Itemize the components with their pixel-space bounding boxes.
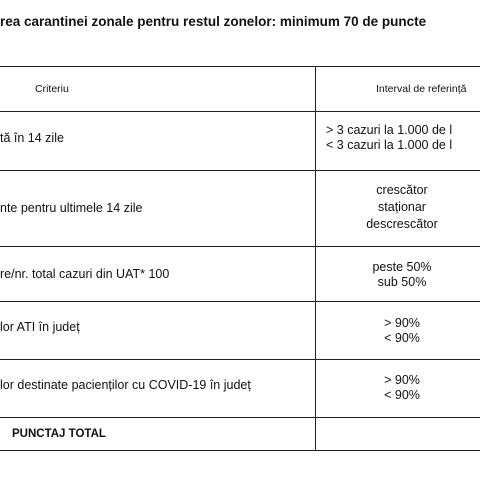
row-divider — [0, 359, 480, 360]
row-2-interval — [322, 182, 480, 233]
header-criteriu: Criteriu — [35, 83, 69, 95]
row-4-criteriu: lor ATI în județ — [0, 320, 80, 334]
row-3-interval — [322, 260, 480, 290]
row-divider — [0, 170, 480, 171]
interval-line: crescător — [376, 183, 428, 197]
table-border-bottom — [0, 450, 480, 451]
header-interval: Interval de referință — [376, 83, 467, 95]
table-border-top — [0, 66, 480, 67]
interval-line: staționar — [378, 200, 426, 214]
row-2-criteriu: nte pentru ultimele 14 zile — [0, 201, 143, 215]
row-divider — [0, 246, 480, 247]
interval-line: < 90% — [384, 331, 420, 345]
row-divider — [0, 417, 480, 418]
row-5-interval — [322, 373, 480, 403]
interval-line: descrescător — [366, 217, 438, 231]
row-4-interval — [322, 316, 480, 346]
interval-line: > 3 cazuri la 1.000 de l — [326, 123, 453, 137]
row-1-interval — [326, 123, 452, 153]
interval-line: > 90% — [384, 373, 420, 387]
row-3-criteriu: re/nr. total cazuri din UAT* 100 — [0, 267, 170, 281]
row-1-criteriu: tă în 14 zile — [0, 131, 64, 145]
row-divider — [0, 301, 480, 302]
column-divider — [315, 66, 316, 451]
row-divider — [0, 111, 480, 112]
document-heading: rea carantinei zonale pentru restul zonelor: minimum 70 de puncte — [0, 14, 427, 29]
interval-line: < 90% — [384, 388, 420, 402]
interval-line: < 3 cazuri la 1.000 de l — [326, 138, 453, 152]
row-5-criteriu: lor destinate pacienților cu COVID-19 în județ — [0, 378, 251, 392]
punctaj-total-label: PUNCTAJ TOTAL — [12, 428, 106, 440]
interval-line: peste 50% — [372, 260, 432, 274]
interval-line: sub 50% — [377, 275, 427, 289]
interval-line: > 90% — [384, 316, 420, 330]
